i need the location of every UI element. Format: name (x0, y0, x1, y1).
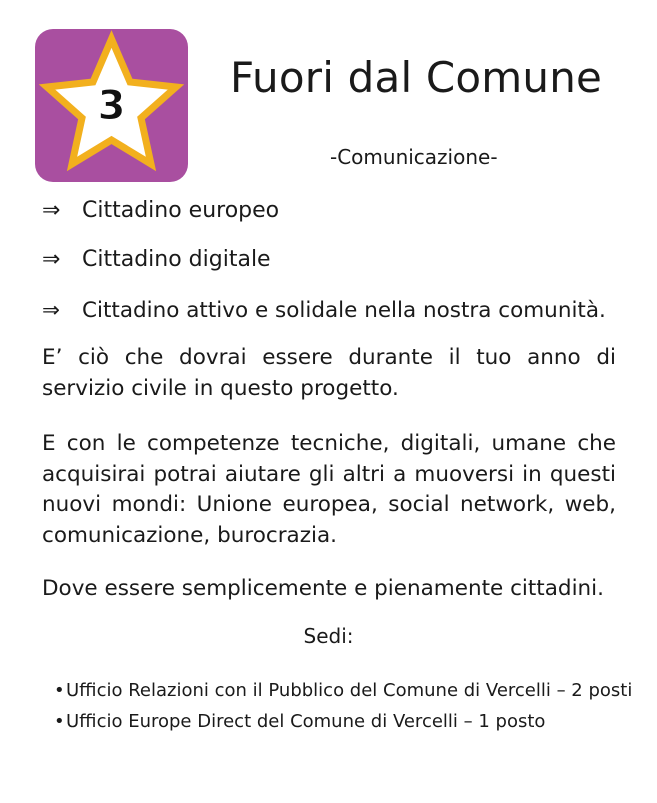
arrow-icon: ⇒ (42, 298, 61, 323)
list-item (42, 296, 606, 326)
arrow-icon: ⇒ (42, 247, 61, 272)
sedi-item-text: Ufficio Relazioni con il Pubblico del Comune di Vercelli – 2 posti (66, 680, 633, 701)
logo-badge (35, 29, 188, 182)
bullet-icon: • (54, 680, 65, 701)
list-item-text: Cittadino attivo e solidale nella nostra comunità. (82, 298, 606, 323)
sedi-item-text: Ufficio Europe Direct del Comune di Vercelli – 1 posto (66, 711, 546, 732)
paragraph-competenze: E con le competenze tecniche, digitali, umane che acquisirai potrai aiutare gli altri a muoversi in questi nuovi mondi: Unione europea, social network, web, comunicazione, burocrazia. (42, 431, 616, 548)
list-item (42, 245, 271, 275)
list-item-text: Cittadino digitale (82, 247, 271, 272)
arrow-icon: ⇒ (42, 198, 61, 223)
page-subtitle: -Comunicazione- (330, 145, 498, 169)
list-item (42, 196, 279, 226)
logo-number: 3 (97, 83, 126, 129)
star-icon (35, 29, 188, 182)
sedi-item (42, 677, 642, 704)
paragraph-cittadini: Dove essere semplicemente e pienamente cittadini. (42, 576, 604, 601)
sedi-list (42, 677, 642, 739)
bullet-icon: • (54, 711, 65, 732)
list-item-text: Cittadino europeo (82, 198, 280, 223)
sedi-heading: Sedi: (303, 624, 354, 648)
sedi-item (42, 708, 642, 735)
page-title: Fuori dal Comune (230, 53, 603, 102)
paragraph-intro: E’ ciò che dovrai essere durante il tuo anno di servizio civile in questo progetto. (42, 345, 616, 401)
